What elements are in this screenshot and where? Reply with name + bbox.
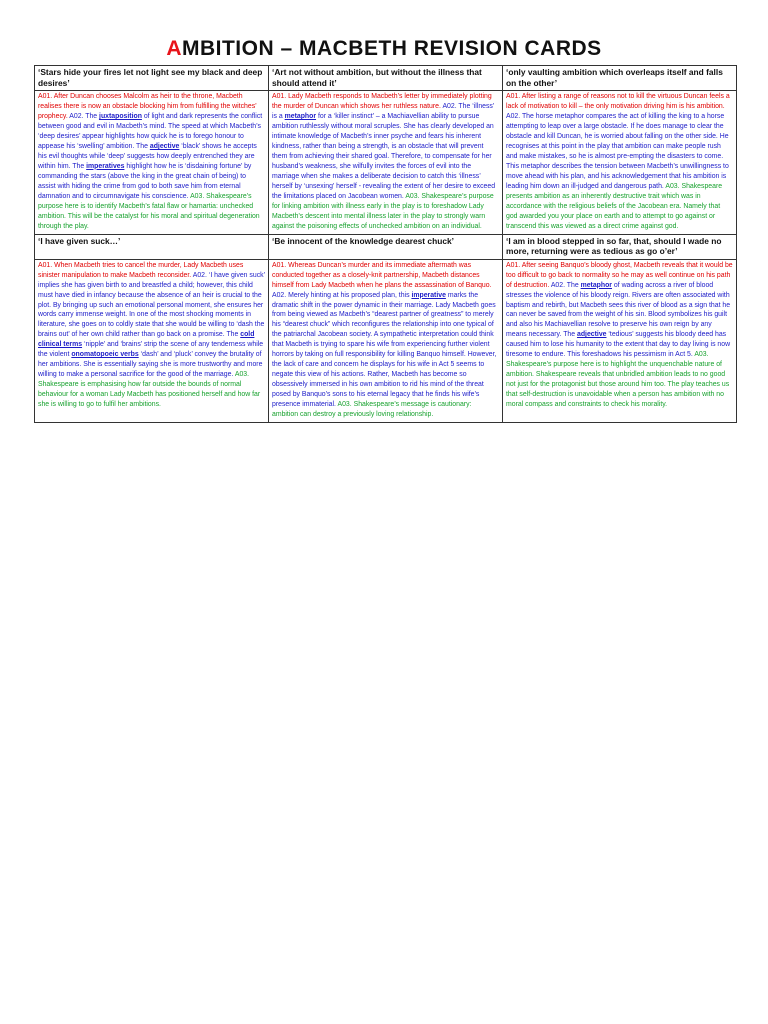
- card-quote: ‘Art not without ambition, but without the illness that should attend it’: [269, 66, 503, 91]
- title-rest: MBITION – MACBETH REVISION CARDS: [181, 37, 602, 60]
- ao2-text: A02. ‘I have given suck’ implies she has given birth to and breastfed a child; however, this child must have died in infancy because the absence of an heir is crucial to the plot. By bringing up such an emotional personal moment, she ensures her words carry immense weight. In one of the most shocking moments in literature, she goes on to coldly state that she would be willing to ‘dash the brains out’ of her own child rather than go back on a promise. The: [38, 271, 265, 339]
- ao2-text: marks the dramatic shift in the power dynamic in their marriage. Lady Macbeth goes from being viewed as Macbeth’s “dearest partner of greatness” to merely his “dearest chuck” which reconfigures the relationship into one typical of the patriarchal Jacobean society. A sympathetic interpretation could think that Macbeth is trying to spare his wife from experiencing further violent horrors by taking on full responsibility for killing Banquo himself. However, the lack of care and concern he displays for his wife in Act 5 seems to negate this view of his actions. Rather, Macbeth has become so obsessively immersed in his own ambition to rid his mind of the threat posed by Banquo’s sons to his eternal legacy that he finds his wife’s presence immaterial.: [272, 291, 497, 409]
- ao1-text: A01. After Duncan chooses Malcolm as heir to the throne, Macbeth realises there is now an obstacle blocking him from fulfilling the witches’ prophecy.: [38, 93, 257, 121]
- card-quote: ‘Be innocent of the knowledge dearest chuck’: [269, 234, 503, 259]
- revision-cards-table: [34, 65, 737, 423]
- ao1-text: A01. When Macbeth tries to cancel the murder, Lady Macbeth uses sinister manipulation to make Macbeth reconsider.: [38, 261, 244, 279]
- page-title: [0, 36, 768, 62]
- card-quote: ‘I am in blood stepped in so far, that, should I wade no more, returning were as tedious as go o’er’: [503, 234, 737, 259]
- card-body: [503, 259, 737, 422]
- ao2-text: A02. The: [67, 113, 100, 121]
- key-term: adjective: [149, 142, 180, 150]
- ao2-text: ‘tedious’ suggests his bloody deed has caused him to lose his humanity to the extent that day to day living is now tiresome to endure. This foreshadows his pessimism in Act 5.: [506, 331, 731, 359]
- key-term: metaphor: [580, 281, 612, 289]
- ao3-text: A03. Shakespeare presents ambition as an inherently destructive trait which was in accordance with the religious beliefs of the Jacobean era. Namely that god awarded you your place on earth and to attempt to go against or transcend this was viewed as a direct crime against god.: [506, 182, 723, 230]
- ao3-text: A03. Shakespeare’s message is cautionary: ambition can destroy a previously loving relationship.: [272, 401, 472, 419]
- ao2-text: A02. The horse metaphor compares the act of killing the king to a horse attempting to leap over a large obstacle. If he does manage to clear the obstacle and kill Duncan, he is worried about falling on the other side. He recognises at this point in the play that ambition can make people rush and make mistakes, so he is almost pre-empting the disasters to come. This metaphor describes the tension between Macbeth’s unwillingness to move ahead with his plan, and his acknowledgement that his ambition is leading him down an ill-judged and dangerous path.: [506, 113, 729, 190]
- ao2-text: A02. The ‘illness’ is a: [272, 103, 495, 121]
- card-quote: ‘only vaulting ambition which overleaps itself and falls on the other’: [503, 66, 737, 91]
- card-body: [269, 259, 503, 422]
- ao1-text: A01. After listing a range of reasons not to kill the virtuous Duncan feels a lack of motivation to kill – the only motivation driving him is his ambition.: [506, 93, 730, 111]
- ao3-text: A03. Shakespeare’s purpose here is to highlight the unquenchable nature of ambition. Shakespeare reveals that unbridled ambition leads to no good not just for the protagonist but those around him too. The play teaches us that self-destruction is unavoidable when a person has ambition with no moral compass and constraints to check his morality.: [506, 351, 730, 409]
- ao2-text: ‘black’ shows he accepts his evil thoughts while ‘deep’ suggests how deeply entrenched they are within him. The: [38, 142, 257, 170]
- ao3-text: A03. Shakespeare’s purpose here is to identify Macbeth’s fatal flaw or hamartia: unchecked ambition. This will be the catalyst for his moral and spiritual degeneration through the play.: [38, 192, 260, 230]
- ao2-text: highlight how he is ‘disdaining fortune’ by commanding the stars (above the king in the great chain of being) to assist with hiding the crime from god to both save him from eternal damnation and to circumnavigate his conscience.: [38, 162, 252, 200]
- ao1-text: A01. After seeing Banquo’s bloody ghost, Macbeth reveals that it would be too difficult to go back to normality so he may as well continue on his path of destruction.: [506, 261, 733, 289]
- card-quote: ‘I have given suck…’: [35, 234, 269, 259]
- quote-row: [35, 66, 737, 91]
- key-term: imperative: [411, 291, 446, 299]
- ao2-text: ‘dash’ and ‘pluck’ convey the brutality of her ambitions. She is essentially saying she is more trustworthy and more willing to make a personal sacrifice for the good of the marriage.: [38, 351, 263, 379]
- key-term: cold clinical terms: [38, 331, 255, 349]
- card-body: [35, 91, 269, 234]
- ao2-text: A02. Merely hinting at his proposed plan, this: [272, 291, 412, 299]
- key-term: imperatives: [86, 162, 125, 170]
- card-body: [269, 91, 503, 234]
- ao2-text: ‘nipple’ and ‘brains’ strip the scene of any tenderness while the violent: [38, 341, 264, 359]
- key-term: adjective: [576, 331, 607, 339]
- card-body: [35, 259, 269, 422]
- key-term: metaphor: [284, 113, 317, 121]
- quote-row: [35, 234, 737, 259]
- body-row: [35, 91, 737, 234]
- ao2-text: A02. The: [549, 281, 581, 289]
- ao3-text: A03. Shakespeare’s purpose for linking ambition with illness early in the play is to foreshadow Lady Macbeth’s descent into mental illness later in the play to strongly warn against the poisoning effects of unchecked ambition on an individual.: [272, 192, 494, 230]
- ao2-text: for a ‘killer instinct’ – a Machiavellian ability to pursue ambition ruthlessly without moral scruples. She has clearly developed an intimate knowledge of Macbeth’s inner psyche and fears his inherent kindness, rather than being a strength, is an obstacle that will prevent them from achieving their shared goal. Therefore, to compensate for her husband’s weakness, she wilfully invites the forces of evil into the marriage when she makes a deliberate decision to catch this ‘illness’ herself by ‘unsexing’ herself - revealing the extent of her desire to exceed the limitations placed on Jacobean women.: [272, 113, 496, 200]
- ao1-text: A01. Whereas Duncan’s murder and its immediate aftermath was conducted together as a closely-knit partnership, Macbeth distances himself from Lady Macbeth when he plans the assassination of Banquo.: [272, 261, 492, 289]
- title-first-letter: A: [166, 37, 182, 60]
- ao1-text: A01. Lady Macbeth responds to Macbeth’s letter by immediately plotting the murder of Duncan which shows her ruthless nature.: [272, 93, 492, 111]
- ao2-text: of wading across a river of blood stresses the violence of his bloody reign. Rivers are often associated with baptism and rebirth, but Macbeth sees this river of blood as a sign that he can never be saved from the weight of his sin. Blood symbolizes his guilt and also his Machiavellian resolve to preserve his own reign by any means necessary. The: [506, 281, 731, 339]
- card-quote: ‘Stars hide your fires let not light see my black and deep desires’: [35, 66, 269, 91]
- ao3-text: A03. Shakespeare is emphasising how far outside the bounds of normal behaviour for a woman Lady Macbeth has positioned herself and how far she is willing to go to fulfil her ambitions.: [38, 371, 261, 409]
- key-term: onomatopoeic verbs: [71, 351, 139, 359]
- ao2-text: of light and dark represents the conflict between good and evil in Macbeth’s mind. The speed at which Macbeth’s ‘deep desires’ appear highlights how quick he is to forego honour to appease his ‘swelling’ ambition. The: [38, 113, 263, 150]
- body-row: [35, 259, 737, 422]
- card-body: [503, 91, 737, 234]
- key-term: juxtaposition: [99, 113, 142, 121]
